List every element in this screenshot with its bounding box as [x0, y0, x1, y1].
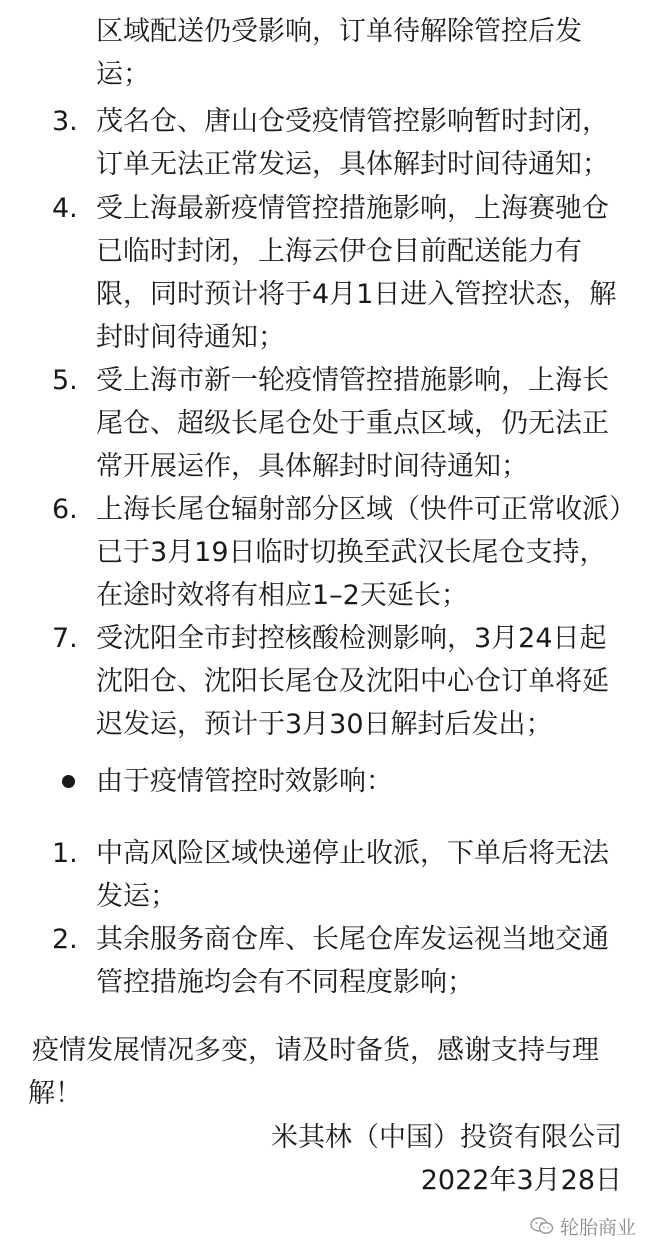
list-number: 4.: [52, 193, 78, 224]
wechat-icon: [530, 1217, 554, 1235]
list-number: 6.: [52, 494, 78, 525]
list-item-text: 其余服务商仓库、长尾仓库发运视当地交通管控措施均会有不同程度影响；: [96, 924, 609, 998]
list-number: 5.: [52, 365, 78, 396]
closing-paragraph: 疫情发展情况多变，请及时备货，感谢支持与理解！: [28, 1035, 599, 1109]
signature-company: 米其林（中国）投资有限公司: [271, 1122, 622, 1153]
continuation-line-2: 运；: [96, 59, 150, 90]
list-item-text: 上海长尾仓辐射部分区域（快件可正常收派）已于3月19日临时切换至武汉长尾仓支持，在途时效将有相应1–2天延长；: [96, 494, 623, 611]
list-item-text: 受上海市新一轮疫情管控措施影响，上海长尾仓、超级长尾仓处于重点区域，仍无法正常开展运作，具体解封时间待通知；: [96, 365, 609, 482]
list-item-text: 茂名仓、唐山仓受疫情管控影响暂时封闭，订单无法正常发运，具体解封时间待通知；: [96, 106, 609, 180]
watermark-text: 轮胎商业: [559, 1216, 636, 1239]
list-number: 2.: [52, 924, 78, 955]
watermark: [530, 1212, 636, 1240]
list-item-text: 受沈阳全市封控核酸检测影响，3月24日起沈阳仓、沈阳长尾仓及沈阳中心仓订单将延迟发运，预计于3月30日解封后发出；: [96, 623, 609, 740]
list-item-text: 受上海最新疫情管控措施影响，上海赛驰仓已临时封闭，上海云伊仓目前配送能力有限，同时预计将于4月1日进入管控状态，解封时间待通知；: [96, 193, 617, 353]
list-number: 1.: [52, 838, 78, 869]
bullet-heading: [0, 760, 660, 803]
list-number: 7.: [52, 623, 78, 654]
bullet-dot-icon: [62, 775, 75, 788]
bullet-text: 由于疫情管控时效影响：: [96, 766, 393, 797]
continuation-line-1: 区域配送仍受影响，订单待解除管控后发: [96, 16, 582, 47]
signature-date: 2022年3月28日: [420, 1165, 622, 1196]
list-number: 3.: [52, 106, 78, 137]
list-item-text: 中高风险区域快递停止收派，下单后将无法发运；: [96, 838, 609, 912]
